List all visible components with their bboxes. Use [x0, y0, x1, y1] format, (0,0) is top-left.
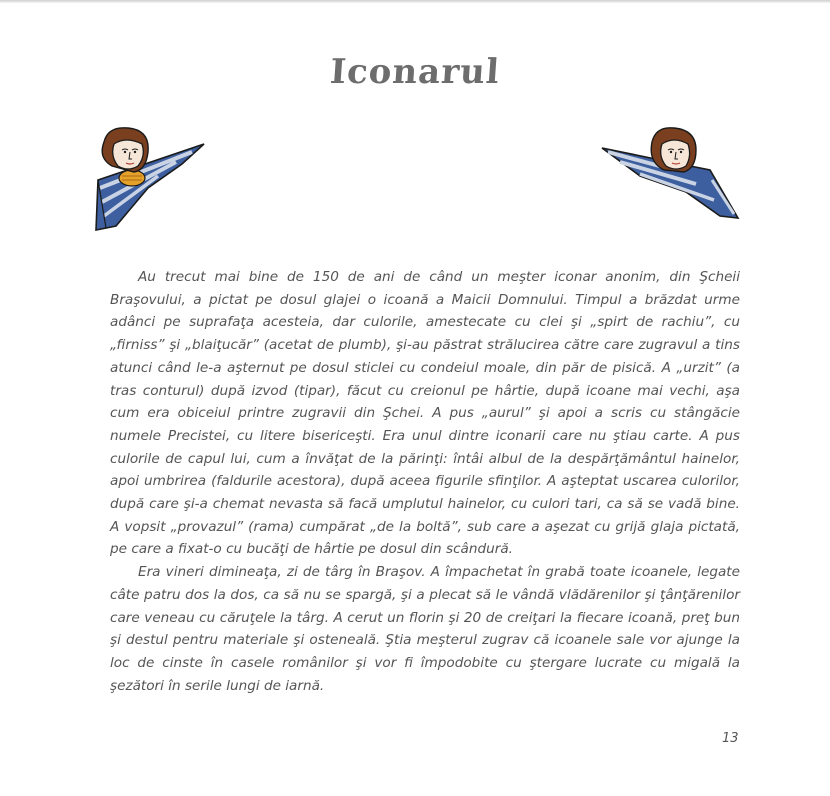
angel-icon [86, 122, 206, 232]
paragraph-1: Au trecut mai bine de 150 de ani de când un meşter iconar anonim, din Şcheii Braşovului, a pictat pe dosul glajei o icoană a Maicii Domnului. Timpul a brăzdat urme adânci pe suprafaţa acesteia, dar culorile, amestecate cu clei şi „spirt de rachiu”, cu „firniss” şi „blaiţucăr” (acetat de plumb), şi-au păstrat strălucirea către care zugravul a tins atunci când le-a aşternut pe dosul sticlei cu condeiul moale, din păr de pisică. A „urzit” (a tras conturul) după izvod (tipar), făcut cu creionul pe hârtie, după icoane mai vechi, aşa cum era obiceiul printre zugravii din Şchei. A pus „aurul” şi apoi a scris cu stângăcie numele Precistei, cu litere bisericeşti. Era unul dintre iconarii care nu ştiau carte. A pus culorile de capul lui, cum a învăţat de la părinţi: întâi albul de la despărţământul hainelor, apoi umbrirea (faldurile acestora), după aceea figurile sfinţilor. A aşteptat uscarea culorilor, după care şi-a chemat nevasta să facă umplutul hainelor, cu culori tari, ca să se vadă bine. A vopsit „provazul” (rama) cumpărat „de la boltă”, sub care a aşezat cu grijă glaja pictată, pe care a fixat-o cu bucăţi de hârtie pe dosul din scândură. [110, 269, 740, 558]
page-top-border [0, 0, 830, 3]
paragraph-2: Era vineri dimineaţa, zi de târg în Braşov. A împachetat în grabă toate icoanele, legate câte patru dos la dos, ca să nu se spargă, şi a plecat să le vândă vlădărenilor şi ţânţărenilor care veneau cu căruţele la târg. A cerut un florin şi 20 de creiţari la fiecare icoană, preţ bun şi destul pentru materiale şi osteneală. Ştia meşterul zugrav că icoanele sale vor ajunge la loc de cinste în casele românilor şi vor fi împodobite cu ştergare lucrate cu migală la şezători în serile lungi de iarnă. [110, 564, 740, 694]
page-number: 13 [722, 731, 739, 746]
angel-icon [600, 122, 742, 222]
page-title: Iconarul [328, 52, 502, 92]
left-angel-illustration [86, 122, 206, 232]
story-text [110, 266, 740, 697]
right-angel-illustration [600, 122, 742, 222]
